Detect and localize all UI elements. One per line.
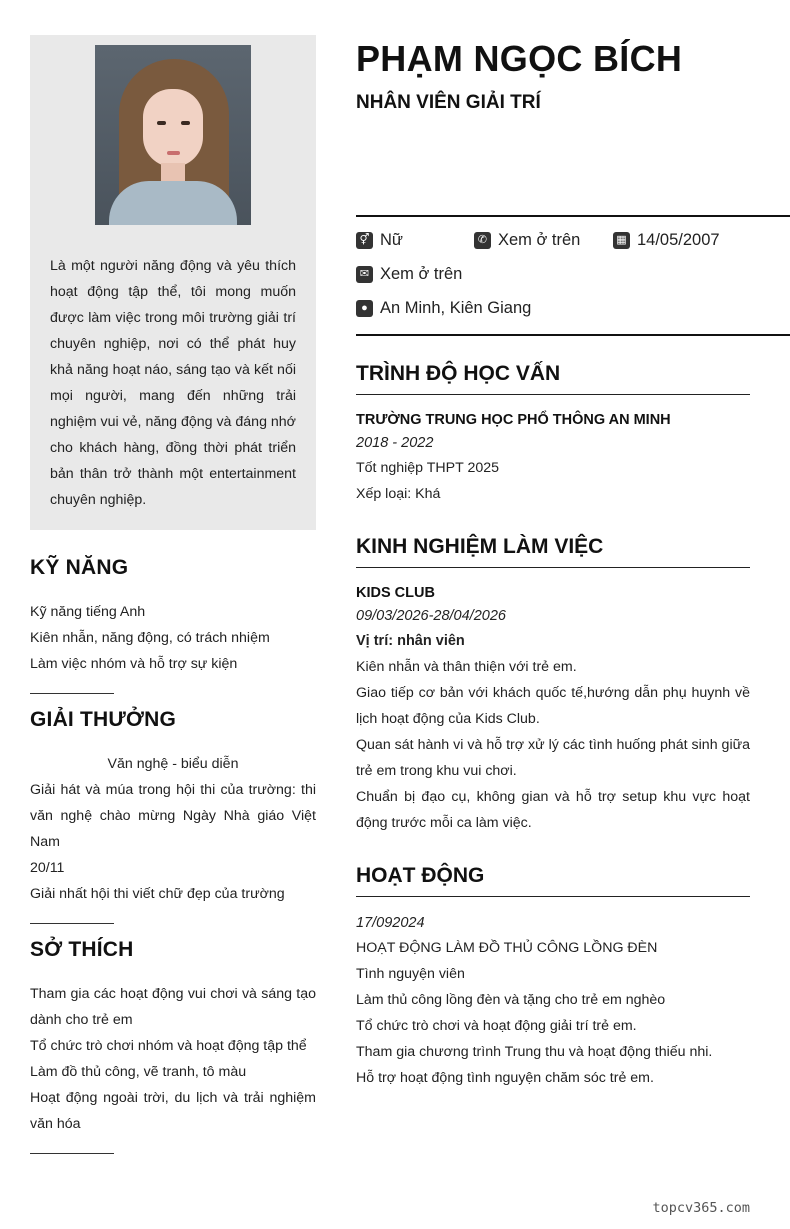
section-heading: KINH NGHIỆM LÀM VIỆC — [356, 535, 750, 568]
award-item: Giải nhất hội thi viết chữ đẹp của trường — [30, 886, 285, 902]
birthday-value: 14/05/2007 — [637, 231, 720, 249]
phone-value: Xem ở trên — [498, 231, 581, 249]
divider — [30, 923, 114, 924]
activity-date: 17/092024 — [356, 915, 425, 931]
profile-summary: Là một người năng động và yêu thích hoạt động tập thể, tôi mong muốn được làm việc trong môi trường giải trí chuyên nghiệp, nơi có thể phát huy khả năng hoạt náo, sáng tạo và kết nối mọi người, mang đến những trải nghiệm vui vẻ, năng động và đáng nhớ cho khách hàng, đồng thời phát triển bản thân trở thành một entertainment chuyên nghiệp. — [50, 258, 296, 508]
contact-phone — [474, 231, 580, 250]
contact-block — [356, 215, 790, 336]
contact-email — [356, 265, 462, 284]
award-item: 20/11 — [30, 860, 65, 876]
skill-item: Làm việc nhóm và hỗ trợ sự kiện — [30, 656, 238, 672]
school-name: TRƯỜNG TRUNG HỌC PHỔ THÔNG AN MINH — [356, 412, 671, 428]
gender-value: Nữ — [380, 231, 403, 249]
experience-line: Giao tiếp cơ bản với khách quốc tế,hướng dẫn phụ huynh về lịch hoạt động của Kids Club. — [356, 685, 750, 727]
section-heading: KỸ NĂNG — [30, 556, 129, 579]
experience-line: Kiên nhẫn và thân thiện với trẻ em. — [356, 659, 577, 675]
email-icon: ✉ — [356, 266, 373, 283]
profile-box — [30, 35, 316, 530]
experience-line: Chuẩn bị đạo cụ, không gian và hỗ trợ setup khu vực hoạt động trước mỗi ca làm việc. — [356, 789, 750, 831]
candidate-name: PHẠM NGỌC BÍCH — [356, 38, 683, 79]
skill-item: Kỹ năng tiếng Anh — [30, 604, 146, 620]
position: Vị trí: nhân viên — [356, 633, 465, 649]
education-period: 2018 - 2022 — [356, 435, 434, 451]
hobbies-section — [30, 938, 316, 1154]
activity-line: Hỗ trợ hoạt động tình nguyện chăm sóc trẻ em. — [356, 1070, 654, 1086]
calendar-icon: ▦ — [613, 232, 630, 249]
education-line: Tốt nghiệp THPT 2025 — [356, 460, 500, 476]
hobby-item: Tổ chức trò chơi nhóm và hoạt động tập thể — [30, 1038, 307, 1054]
activity-event: HOẠT ĐỘNG LÀM ĐỒ THỦ CÔNG LỒNG ĐÈN — [356, 940, 658, 956]
award-category: Văn nghệ - biểu diễn — [107, 756, 239, 772]
avatar — [95, 45, 251, 225]
activity-line: Tổ chức trò chơi và hoạt động giải trí trẻ em. — [356, 1018, 637, 1034]
section-heading: GIẢI THƯỞNG — [30, 708, 177, 731]
education-line: Xếp loại: Khá — [356, 486, 441, 502]
phone-icon: ✆ — [474, 232, 491, 249]
activities-section — [356, 864, 750, 1091]
company-name: KIDS CLUB — [356, 585, 435, 601]
header — [356, 38, 750, 114]
hobby-item: Làm đồ thủ công, vẽ tranh, tô màu — [30, 1064, 247, 1080]
experience-period: 09/03/2026-28/04/2026 — [356, 608, 506, 624]
contact-address — [356, 299, 531, 318]
divider — [30, 693, 114, 694]
activity-role: Tình nguyện viên — [356, 966, 465, 982]
hobby-item: Tham gia các hoạt động vui chơi và sáng tạo dành cho trẻ em — [30, 986, 316, 1028]
email-value: Xem ở trên — [380, 265, 463, 283]
contact-gender — [356, 231, 403, 250]
experience-line: Quan sát hành vi và hỗ trợ xử lý các tình huống phát sinh giữa trẻ em trong khu vui chơi. — [356, 737, 750, 779]
section-heading: SỞ THÍCH — [30, 938, 134, 961]
job-title: NHÂN VIÊN GIẢI TRÍ — [356, 92, 541, 113]
hobby-item: Hoạt động ngoài trời, du lịch và trải nghiệm văn hóa — [30, 1090, 316, 1132]
award-item: Giải hát và múa trong hội thi của trường: thi văn nghệ chào mừng Ngày Nhà giáo Việt Nam — [30, 782, 316, 850]
location-icon: ● — [356, 300, 373, 317]
footer-watermark: topcv365.com — [652, 1200, 750, 1216]
section-heading: TRÌNH ĐỘ HỌC VẤN — [356, 362, 750, 395]
experience-section — [356, 535, 750, 836]
section-heading: HOẠT ĐỘNG — [356, 864, 750, 897]
contact-birthday — [613, 231, 720, 250]
activity-line: Làm thủ công lồng đèn và tặng cho trẻ em nghèo — [356, 992, 666, 1008]
awards-section — [30, 708, 316, 924]
divider — [30, 1153, 114, 1154]
skills-section — [30, 556, 316, 694]
left-column — [30, 35, 316, 1154]
education-section — [356, 362, 750, 507]
skill-item: Kiên nhẫn, năng động, có trách nhiệm — [30, 630, 270, 646]
activity-line: Tham gia chương trình Trung thu và hoạt động thiếu nhi. — [356, 1044, 713, 1060]
gender-icon: ⚥ — [356, 232, 373, 249]
address-value: An Minh, Kiên Giang — [380, 299, 532, 317]
